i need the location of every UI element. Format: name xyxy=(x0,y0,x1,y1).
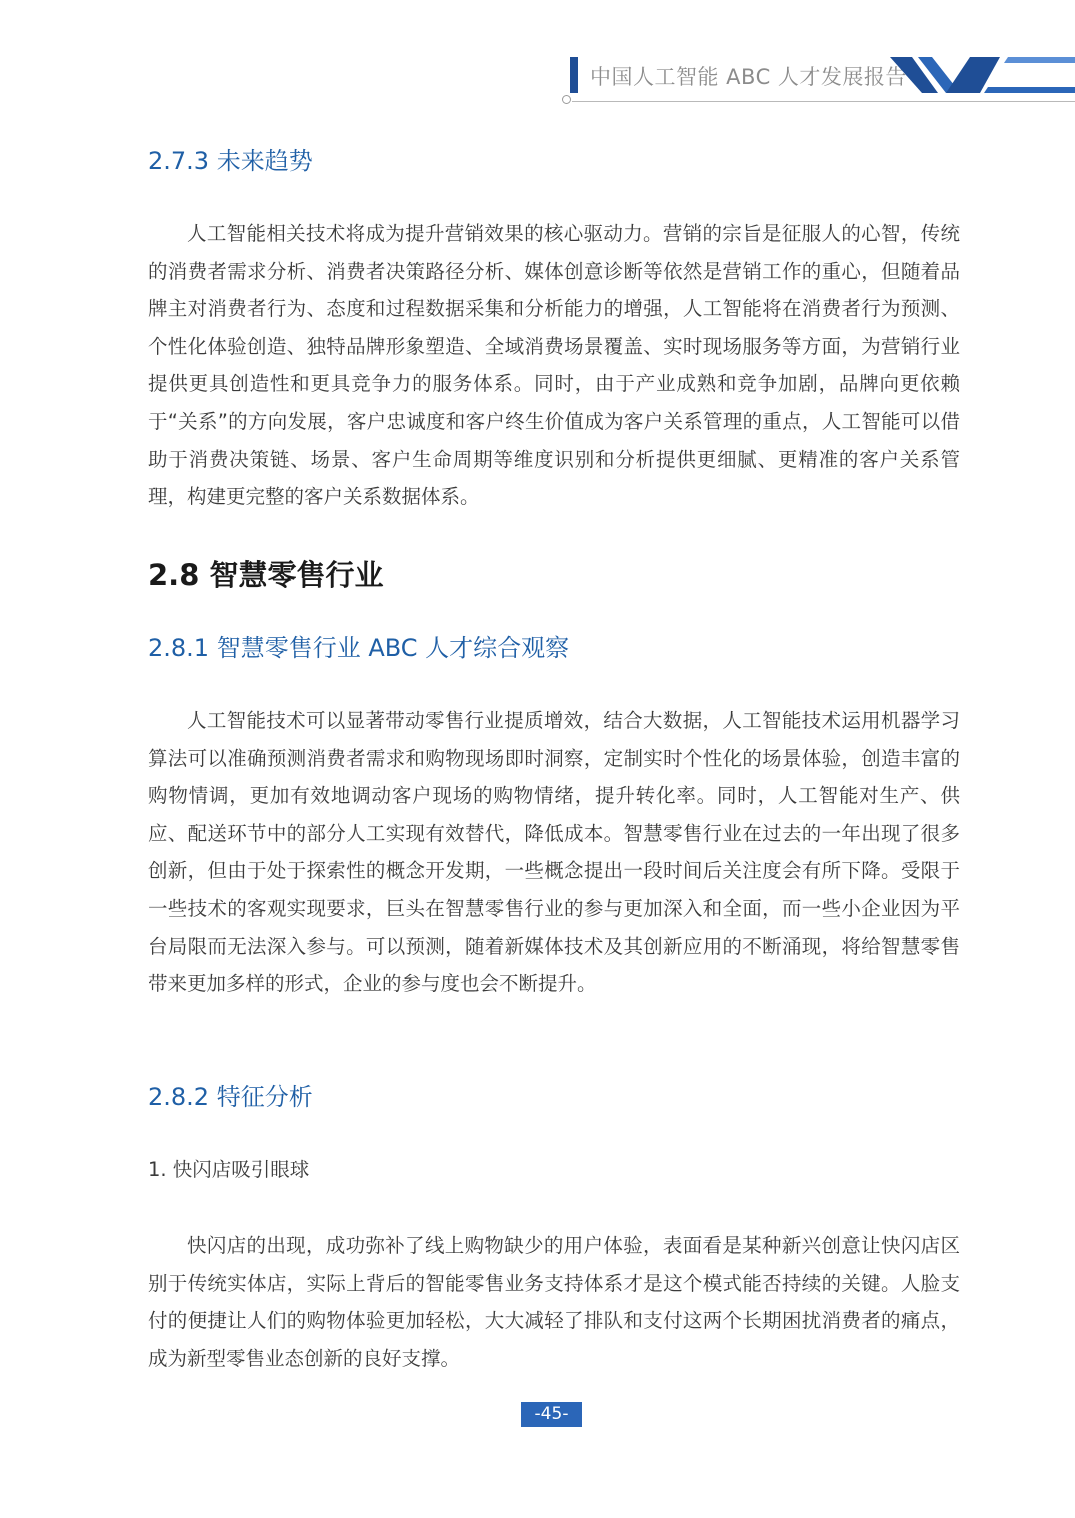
paragraph-future-trends: 人工智能相关技术将成为提升营销效果的核心驱动力。营销的宗旨是征服人的心智，传统的消费者需求分析、消费者决策路径分析、媒体创意诊断等依然是营销工作的重心，但随着品牌主对消费者行为、态度和过程数据采集和分析能力的增强，人工智能将在消费者行为预测、个性化体验创造、独特品牌形象塑造、全域消费场景覆盖、实时现场服务等方面，为营销行业提供更具创造性和更具竞争力的服务体系。同时，由于产业成熟和竞争加剧，品牌向更依赖于“关系”的方向发展，客户忠诚度和客户终生价值成为客户关系管理的重点，人工智能可以借助于消费决策链、场景、客户生命周期等维度识别和分析提供更细腻、更精准的客户关系管理，构建更完整的客户关系数据体系。 xyxy=(148,222,960,509)
paragraph-abc-observation: 人工智能技术可以显著带动零售行业提质增效，结合大数据，人工智能技术运用机器学习算法可以准确预测消费者需求和购物现场即时洞察，定制实时个性化的场景体验，创造丰富的购物情调，更加有效地调动客户现场的购物情绪，提升转化率。同时，人工智能对生产、供应、配送环节中的部分人工实现有效替代，降低成本。智慧零售行业在过去的一年出现了很多创新，但由于处于探索性的概念开发期，一些概念提出一段时间后关注度会有所下降。受限于一些技术的客观实现要求，巨头在智慧零售行业的参与更加深入和全面，而一些小企业因为平台局限而无法深入参与。可以预测，随着新媒体技术及其创新应用的不断涌现，将给智慧零售带来更加多样的形式，企业的参与度也会不断提升。 xyxy=(148,709,960,996)
header-rule-dot xyxy=(562,95,571,104)
page-number-badge: -45- xyxy=(521,1402,582,1427)
report-title: 中国人工智能 ABC 人才发展报告 xyxy=(590,65,907,89)
section-heading-2-8-2: 2.8.2 特征分析 xyxy=(148,1083,313,1111)
header-chevron-decoration xyxy=(880,55,1075,97)
chapter-heading-2-8: 2.8 智慧零售行业 xyxy=(148,558,384,592)
section-heading-2-7-3: 2.7.3 未来趋势 xyxy=(148,147,313,175)
section-heading-2-8-1: 2.8.1 智慧零售行业 ABC 人才综合观察 xyxy=(148,634,570,662)
header-rule xyxy=(572,101,1075,102)
list-item-heading-1: 1. 快闪店吸引眼球 xyxy=(148,1158,310,1181)
paragraph-popup-store: 快闪店的出现，成功弥补了线上购物缺少的用户体验，表面看是某种新兴创意让快闪店区别于传统实体店，实际上背后的智能零售业务支持体系才是这个模式能否持续的关键。人脸支付的便捷让人们的购物体验更加轻松，大大减轻了排队和支付这两个长期困扰消费者的痛点，成为新型零售业态创新的良好支撑。 xyxy=(148,1234,960,1370)
chevron-light-3 xyxy=(1004,57,1075,63)
chevron-light-2 xyxy=(984,87,1075,93)
header-accent-bar xyxy=(570,57,578,93)
